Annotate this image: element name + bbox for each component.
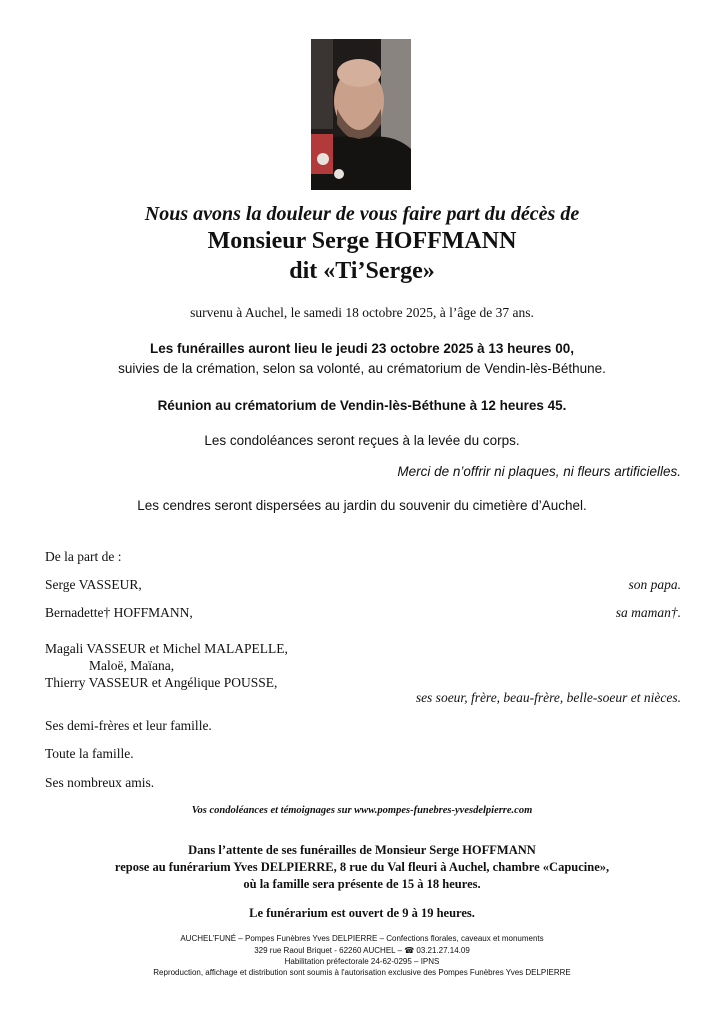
rest-line-3: où la famille sera présente de 15 à 18 heures. — [243, 877, 481, 891]
friends: Ses nombreux amis. — [45, 775, 155, 790]
meeting-info: Réunion au crématorium de Vendin-lès-Béthune à 12 heures 45. — [157, 398, 567, 413]
cremation-details: suivies de la crémation, selon sa volonté, au crématorium de Vendin-lès-Béthune. — [118, 361, 606, 376]
website-line: Vos condoléances et témoignages sur www.pompes-funebres-yvesdelpierre.com — [191, 805, 533, 816]
portrait-illustration — [311, 39, 411, 190]
whole-family: Toute la famille. — [45, 746, 134, 761]
portrait-photo — [311, 39, 411, 190]
footer-line-2: 329 rue Raoul Briquet - 62260 AUCHEL – ☎ 03.21.27.14.09 — [254, 946, 470, 955]
funerarium-hours: Le funérarium est ouvert de 9 à 19 heures. — [249, 906, 475, 920]
half-brothers: Ses demi-frères et leur famille. — [45, 718, 212, 733]
death-details: survenu à Auchel, le samedi 18 octobre 2025, à l’âge de 37 ans. — [190, 305, 534, 320]
footer-line-1: AUCHEL'FUNÉ – Pompes Funèbres Yves DELPIERRE – Confections florales, caveaux et monuments — [180, 934, 544, 943]
father-relation: son papa. — [628, 577, 681, 592]
intro-text: Nous avons la douleur de vous faire part du décès de — [144, 203, 580, 225]
condolences-info: Les condoléances seront reçues à la levée du corps. — [204, 433, 520, 448]
rest-line-2: repose au funérarium Yves DELPIERRE, 8 rue du Val fleuri à Auchel, chambre «Capucine», — [114, 860, 610, 874]
siblings-line-2: Maloë, Maïana, — [89, 658, 175, 673]
mother-relation: sa maman†. — [615, 605, 681, 620]
footer-line-4: Reproduction, affichage et distribution sont soumis à l'autorisation exclusive des Pompes Funèbres Yves DELPIERRE — [153, 968, 571, 977]
footer-line-3: Habilitation préfectorale 24-62-0295 – IPNS — [284, 957, 440, 966]
family-header: De la part de : — [45, 549, 122, 564]
father-name: Serge VASSEUR, — [45, 577, 142, 592]
funeral-date: Les funérailles auront lieu le jeudi 23 octobre 2025 à 13 heures 00, — [150, 341, 574, 356]
deceased-name: Monsieur Serge HOFFMANN — [207, 228, 517, 254]
ashes-info: Les cendres seront dispersées au jardin du souvenir du cimetière d’Auchel. — [137, 498, 587, 513]
siblings-line-1: Magali VASSEUR et Michel MALAPELLE, — [45, 641, 288, 656]
siblings-line-3: Thierry VASSEUR et Angélique POUSSE, — [45, 675, 278, 690]
siblings-relation: ses soeur, frère, beau-frère, belle-soeur et nièces. — [415, 690, 681, 705]
deceased-nickname: dit «Ti’Serge» — [289, 258, 435, 284]
mother-name: Bernadette† HOFFMANN, — [45, 605, 193, 620]
no-flowers-note: Merci de n’offrir ni plaques, ni fleurs artificielles. — [397, 464, 681, 479]
rest-line-1: Dans l’attente de ses funérailles de Monsieur Serge HOFFMANN — [188, 843, 536, 857]
